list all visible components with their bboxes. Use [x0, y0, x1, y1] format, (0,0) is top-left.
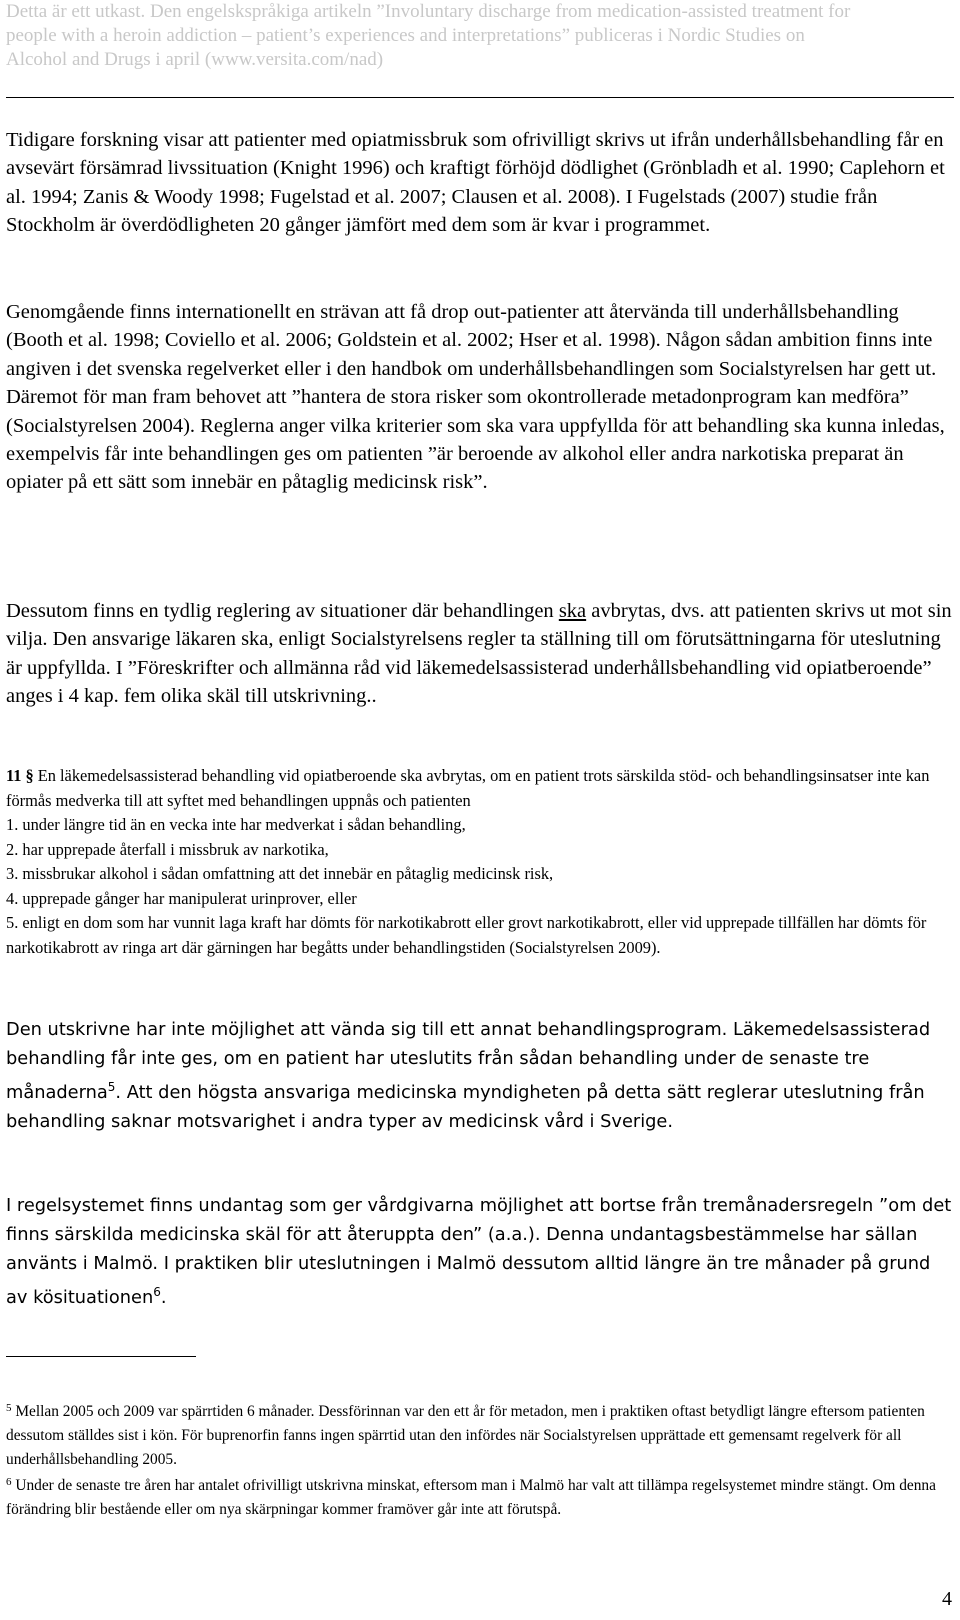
paragraph-exclusion-start: Den utskrivne har inte möjlighet att vända sig till ett annat behandlingsprogram. Läkemedelsassisterad behandling får inte ges, om en patient har uteslutits från sådan behandling under de senaste tre månaderna [6, 1019, 931, 1103]
header-line-3 [6, 48, 946, 72]
regulation-item-4: 4. upprepade gånger har manipulerat urinprover, eller [6, 888, 357, 908]
regulation-intro-text: En läkemedelsassisterad behandling vid opiatberoende ska avbrytas, om en patient trots särskilda stöd- och behandlingsinsatser inte kan förmås medverka till att syftet med behandlingen uppnås och patienten [6, 766, 930, 810]
header-line-2: people with a heroin addiction – patient’s experiences and interpretations” publiceras i Nordic Studies on [6, 25, 805, 46]
draft-header [6, 0, 946, 72]
footnote-5-number: 5 [6, 1402, 12, 1414]
page-number: 4 [942, 1588, 952, 1610]
footnote-5 [6, 1397, 954, 1471]
regulation-item-2: 2. har upprepade återfall i missbruk av narkotika, [6, 839, 329, 859]
regulation-item-5: 5. enligt en dom som har vunnit laga kraft har dömts för narkotikabrott eller grovt narkotikabrott, eller vid upprepade tillfällen har dömts för narkotikabrott av ringa art där gärningen har begåtts under behandlingstiden (Socialstyrelsen 2009). [6, 913, 927, 957]
regulation-item-3: 3. missbrukar alkohol i sådan omfattning att det innebär en påtaglig medicinsk risk, [6, 864, 554, 883]
header-line-1: Detta är ett utkast. Den engelskspråkiga artikeln ”Involuntary discharge from medication-assisted treatment for [6, 1, 851, 22]
paragraph-number: 11 [6, 766, 22, 785]
paragraph-exception-start: I regelsystemet finns undantag som ger vårdgivarna möjlighet att bortse från tremånadersregeln ”om det finns särskilda medicinska skäl för att återuppta den” (a.a.). Denna undantagsbestämmelse har sällan använts i Malmö. I praktiken blir uteslutningen i Malmö dessutom alltid längre än tre månader på grund av kösituationen [6, 1195, 952, 1308]
header-line-3-end: ) [376, 49, 384, 70]
footnotes [6, 1397, 954, 1522]
paragraph-regulation-end: avbrytas, dvs. att patienten skrivs ut mot sin vilja. Den ansvarige läkaren ska, enligt Socialstyrelsens regler ta ställning till om förutsättningarna för uteslutning är uppfyllda. I ”Föreskrifter och allmänna råd vid läkemedelsassisterad underhållsbehandling vid opiatberoende” anges i 4 kap. fem olika skäl till utskrivning.. [6, 600, 952, 708]
regulation-quote [6, 764, 954, 960]
section-symbol: § [25, 766, 34, 785]
header-rule [6, 97, 954, 98]
footnote-ref-6[interactable]: 6 [153, 1285, 161, 1299]
underlined-word-ska: ska [558, 600, 587, 622]
paragraph-exclusion-end: . Att den högsta ansvariga medicinska myndigheten på detta sätt reglerar uteslutning från behandling saknar motsvarighet i andra typer av medicinsk vård i Sverige. [6, 1082, 925, 1132]
footnote-separator [6, 1356, 196, 1357]
paragraph-previous-research: Tidigare forskning visar att patienter med opiatmissbruk som ofrivilligt skrivs ut ifrån underhållsbehandling får en avsevärt försämrad livssituation (Knight 1996) och kraftigt förhöjd dödlighet (Grönbladh et al. 1990; Caplehorn et al. 1994; Zanis & Woody 1998; Fugelstad et al. 2007; Clausen et al. 2008). I Fugelstads (2007) studie från Stockholm är överdödligheten 20 gånger jämfört med dem som är kvar i programmet. [6, 129, 945, 237]
paragraph-exclusion [6, 1015, 954, 1136]
paragraph-regulation [6, 597, 954, 711]
versita-link[interactable]: www.versita.com/nad [211, 49, 377, 70]
paragraph-exception [6, 1191, 954, 1312]
paragraph-regulation-start: Dessutom finns en tydlig reglering av situationer där behandlingen [6, 600, 559, 622]
footnote-6 [6, 1471, 954, 1522]
paragraph-international-efforts: Genomgående finns internationellt en strävan att få drop out-patienter att återvända till underhållsbehandling (Booth et al. 1998; Coviello et al. 2006; Goldstein et al. 2002; Hser et al. 1998). Någon sådan ambition finns inte angiven i det svenska regelverket eller i den handbok om underhållsbehandlingen som Socialstyrelsen har gett ut. Däremot för man fram behovet att ”hantera de stora risker som okontrollerade metadonprogram kan medföra” (Socialstyrelsen 2004). Reglerna anger vilka kriterier som ska vara uppfyllda för att behandling ska kunna inledas, exempelvis får inte behandlingen ges om patienten ”är beroende av alkohol eller andra narkotiska preparat än opiater på ett sätt som innebär en påtaglig medicinsk risk”. [6, 301, 945, 494]
paragraph-exception-end: . [160, 1287, 167, 1308]
footnote-6-text: Under de senaste tre åren har antalet ofrivilligt utskrivna minskat, eftersom man i Malmö har valt att tillämpa regelsystemet mindre stängt. Om denna förändring blir bestående eller om nya skärpningar kommer framöver går inte att förutspå. [6, 1477, 936, 1519]
footnote-ref-5[interactable]: 5 [107, 1080, 116, 1094]
footnote-6-number: 6 [6, 1476, 12, 1489]
footnote-5-text: Mellan 2005 och 2009 var spärrtiden 6 månader. Dessförinnan var den ett år för metadon, men i praktiken oftast betydligt längre eftersom patienten dessutom ställdes sist i kön. För buprenorfin fanns ingen spärrtid utan den infördes när Socialstyrelsen upprättade ett gemensamt regelverk för all underhållsbehandling 2005. [6, 1403, 925, 1468]
regulation-item-1: 1. under längre tid än en vecka inte har medverkat i sådan behandling, [6, 815, 466, 834]
regulation-intro [6, 764, 954, 813]
header-line-3-start: Alcohol and Drugs i april ( [6, 49, 212, 70]
